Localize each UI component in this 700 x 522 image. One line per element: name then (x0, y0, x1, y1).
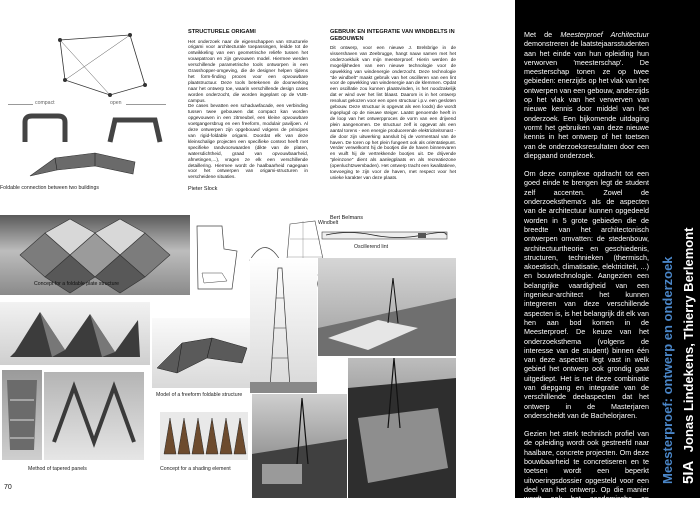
side-panel-text (524, 30, 649, 522)
render-floating-square (348, 358, 456, 498)
caption-tapered: Method of tapered panels (28, 466, 87, 472)
intro-p1-em: Meesterproef Architectuur (560, 30, 649, 39)
compact-line (8, 104, 33, 105)
caption-foldable-connection: Foldable connection between two buildings (0, 185, 99, 191)
article-windbelt (330, 29, 456, 221)
render-harbour-aerial (318, 258, 456, 356)
photo-foldable-plate (0, 215, 190, 295)
page-number: 70 (4, 484, 12, 491)
vertical-author-line (680, 228, 698, 484)
folding-connection-figure (0, 20, 180, 195)
author-windbelt: Bert Belmans (330, 215, 364, 221)
render-tower-elevation (250, 258, 317, 393)
vertical-title: Meesterproef: ontwerp en onderzoek (660, 256, 675, 484)
photo-tapered-panels-2 (44, 372, 144, 460)
photo-shading-element (160, 412, 248, 460)
vertical-class: 5IA (680, 460, 697, 484)
fold-pattern-drawing (50, 30, 150, 100)
intro-paragraph-3: Gezien het sterk technisch profiel van de opleiding wordt ook gestreefd naar haalbare, concrete projecten. Om deze bouwbaarheid te concretiseren en te toetsen wordt een beperkt uitvoeringsdossier opgesteld voor een deel van het ontwerp. Op die manier wordt ook het academische en professionele met elkaar verweven. (524, 429, 649, 513)
author-origami: Pieter Slock (188, 186, 218, 193)
photo-tapered-panels-1 (2, 370, 42, 460)
render-harbour-tower (252, 394, 347, 498)
compact-fold-model (20, 112, 70, 147)
open-fold-model (105, 112, 165, 147)
intro-paragraph-1 (524, 30, 649, 160)
label-open: open (110, 100, 122, 106)
vertical-names: Jonas Lindekens, Thierry Berlemont (681, 227, 696, 453)
intro-paragraph-2: Om deze complexe opdracht tot een goed einde te brengen legt de student zelf accenten. Zowel de onderzoeksthema's als de aspecten van de architectuur kunnen opgedeeld worden in 5 grote gebieden die de breedte van het architectonisch ontwerpen omvatten: de stedenbouw, architectuurtheorie en geschiedenis, structuren, technieken (thermisch, akoestisch, climatisatie, elektriciteit, ...) en bouwtechnologie. Aangezien een belangrijke vaardigheid van een ingenieur-architect het kunnen integreren van deze verschillende aspecten is, is het belangrijk dit elk van hen aan bod komen in de Meesterproef. De keuze van het onderzoeksthema (volgens de interesse van de student) binnen één van deze aspecten legt vast in welk gebied het ontwerp ook grondig gaat uitgediept. Het is net deze combinatie van diepgang en integratie van de verschillende deelaspecten dat het ontwerp in de Masterjaren onderscheidt van de Bachelorjaren. (524, 169, 649, 420)
body-windbelt: Dit ontwerp, voor een nieuwe J. Brelsbrige in de vissershaven van Zeebrugge, hangt nauw samen met het onderzoekluik van mijn meesterproef. Hierin werden de mogelijkheden van een nieuwe technologie voor de opwekking van windenergie onderzocht. Deze technologie "de windbelt" maakt gebruik van het oscilleren van een lint voor de opwekking van windenergie aan de klemmen. Opdat een oscillatie zou kunnen plaatsvinden, is het noodzakelijk dat er wind over het lint blaast. Daarom is in het ontwerp resoluut gekozen voor een open structuur i.p.v. een gesloten gebouw. Deze structuur is opgevat als een loods) die wordt ingeplugd op de nieuwe steiger. Laatst genoemde heeft in de loop van het ontwerpproces de vorm van een drijvend plein aangenomen. De structuur zelf is opgevat als een aantal torens - een energie producerende elektriciteitsmast - die door zijn uitwerking aansluit bij de vormentaal van de haven. De toren op het plein fungeert ook als oriëntatiepunt. Verder verwelkomt hij de bootjes die de haven binnenvaren en wuift hij de vertrekkende bootjes uit. De drijvende "pleinzone" dient als aanlegplaats en als recreatiezone (openluchtzwembaden). Het ontwerp tracht een kwalitatieve, toevoeging te zijn voor de haven, met respect voor het unieke karakter van deze plaats. (330, 45, 456, 180)
heading-origami: STRUCTURELE ORIGAMI (188, 29, 256, 35)
body-origami: Het onderzoek naar de eigenschappen van structurele origami voor architecturale toepassingen, leidde tot de ontwikkeling van een geometrische reliëfe tussen het vouwpatroon en zijn gevouwen model. Hiermee werden verschillende parametrische tools ontworpen in een Grasshopper-omgeving, die de designer helpen tijdens het form-finding proces voor een opvouwbare plaatstructuur. Deze tools betekenen de doorwerking naar het ontwerp toe, waarin verschillende design cases worden onderzocht, die worden ingeplant op de VUB-campus. De cases bevatten een schaduwfacade, een verbinding tussen twee gebouwen dat compact kan worden opgevouwen in een zitmeubel, een kleine opvouwbare voetgangersbrug en een freeform, modulair paviljoen. Al deze ontwerpen zijn opgebouwd volgens de principes van rigid-foldable origami. Doordat elk van deze kleinschalige projecten een specifieke context heeft met specifieke randvoorwaarden (dikte van de platen, watersdichtheid, graad van opvouwbaarheid, afmetingen,...), vragen ze elk een verschillende detaillering. Hiermee wordt de haalbaarheid nagegaan voor het ontwerpen van origami-structuren in verscheidene situaties. (188, 38, 308, 180)
caption-plate: Concept for a foldable plate structure (34, 281, 120, 287)
windbelt-diagram (318, 218, 453, 256)
heading-windbelt: GEBRUIK EN INTEGRATIE VAN WINDBELTS IN GEBOUWEN (330, 29, 455, 42)
windbelt-label: Windbelt (318, 220, 339, 226)
open-line (126, 104, 166, 105)
caption-freeform: Model of a freeform foldable structure (156, 392, 243, 398)
photo-freeform-model-1 (0, 302, 150, 365)
label-compact: compact (35, 100, 55, 106)
caption-shading: Concept for a shading element (160, 466, 231, 472)
tapered-panel-drawing (192, 221, 242, 296)
foldable-connection-render (25, 148, 145, 183)
intro-p1-b: demonstreren de laatstejaarsstudenten aan het einde van hun opleiding hun verworven 'meesterschap'. De meesterschap tonen ze op twee gebieden: enerzijds op het vlak van het ontwerpen van een gebouw, anderzijds op het vlak van het verwerven van nieuwe kennis door middel van het onderzoek. Een bijkomende uitdaging vormt het gebruiken van deze nieuwe kennis in het ontwerp of het toetsen van de onderzoeksresultaten door een diepgaand onderzoek. (524, 39, 649, 160)
oscillating-ribbon-label: Oscillerend lint (354, 244, 389, 250)
photo-freeform-model-2 (152, 318, 252, 388)
article-origami (188, 29, 308, 192)
intro-p1-a: Met de (524, 30, 561, 39)
